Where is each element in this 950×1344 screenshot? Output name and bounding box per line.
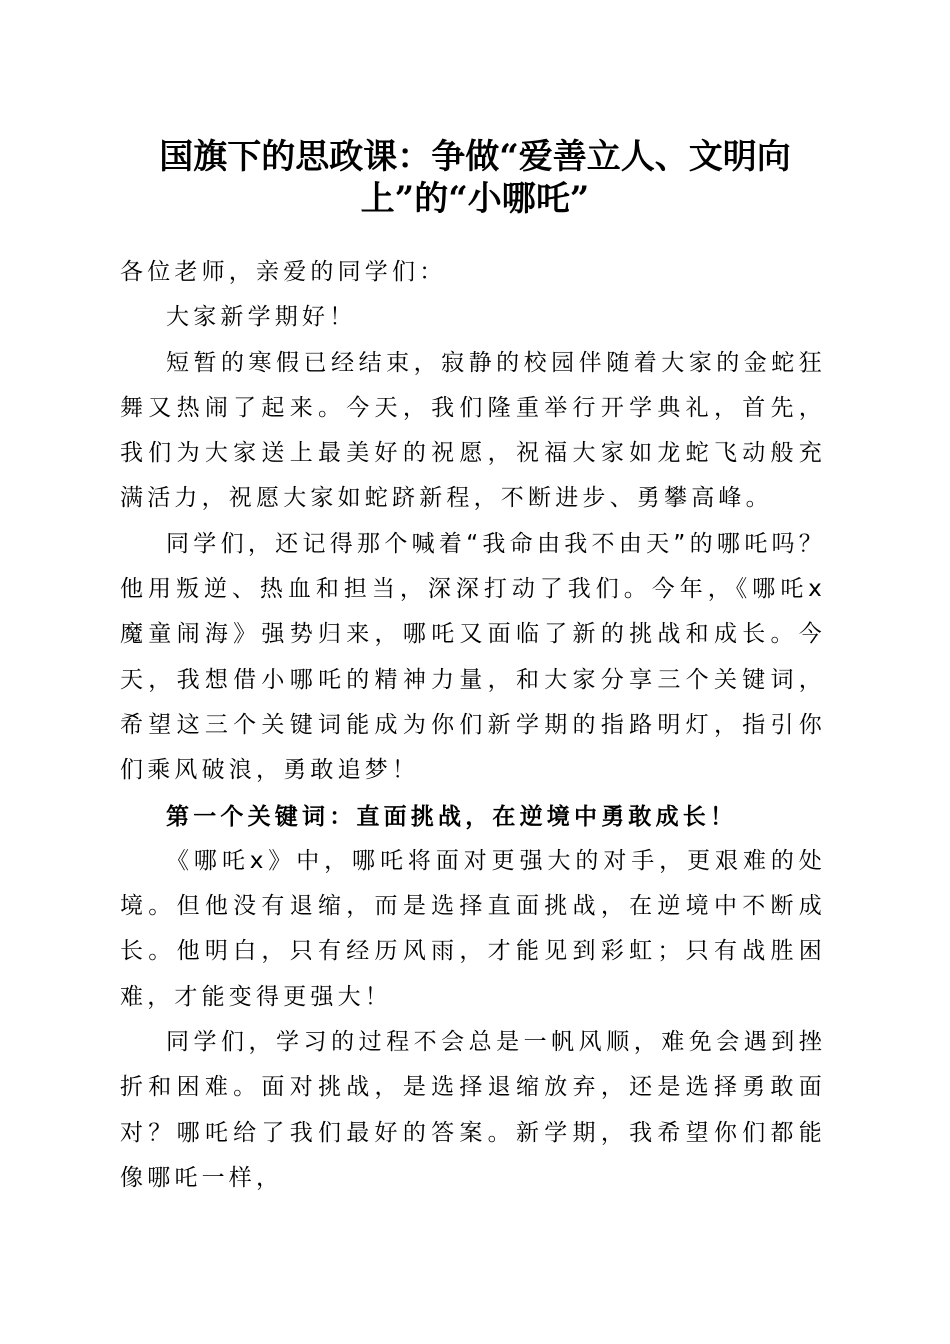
- salutation: 各位老师，亲爱的同学们：: [120, 259, 447, 285]
- paragraph-keyword-1-story: 《哪吒x》中，哪吒将面对更强大的对手，更艰难的处境。但他没有退缩，而是选择直面挑战，在逆境中不断成长。他明白，只有经历风雨，才能见到彩虹；只有战胜困难，才能变得更强大！: [120, 847, 826, 1010]
- title-line-1: 国旗下的思政课：争做“爱善立人、文明向: [159, 137, 791, 177]
- paragraph-greeting: 大家新学期好！: [166, 304, 357, 331]
- title-line-2: 上”的“小哪吒”: [360, 179, 590, 219]
- paragraph-nezha-intro: 同学们，还记得那个喊着“我命由我不由天”的哪吒吗？他用叛逆、热血和担当，深深打动了我们。今年，《哪吒x魔童闹海》强势归来，哪吒又面临了新的挑战和成长。今天，我想借小哪吒的精神力量，和大家分享三个关键词，希望这三个关键词能成为你们新学期的指路明灯，指引你们乘风破浪，勇敢追梦！: [120, 530, 826, 784]
- paragraph-keyword-1-advice: 同学们，学习的过程不会总是一帆风顺，难免会遇到挫折和困难。面对挑战，是选择退缩放弃，还是选择勇敢面对？哪吒给了我们最好的答案。新学期，我希望你们都能像哪吒一样，: [120, 1029, 826, 1191]
- document-title: [100, 136, 850, 220]
- keyword-heading-1: 第一个关键词：直面挑战，在逆境中勇敢成长！: [166, 802, 738, 830]
- document-body: [120, 250, 826, 1201]
- paragraph-opening: 短暂的寒假已经结束，寂静的校园伴随着大家的金蛇狂舞又热闹了起来。今天，我们隆重举行开学典礼，首先，我们为大家送上最美好的祝愿，祝福大家如龙蛇飞动般充满活力，祝愿大家如蛇跻新程，不断进步、勇攀高峰。: [120, 349, 826, 512]
